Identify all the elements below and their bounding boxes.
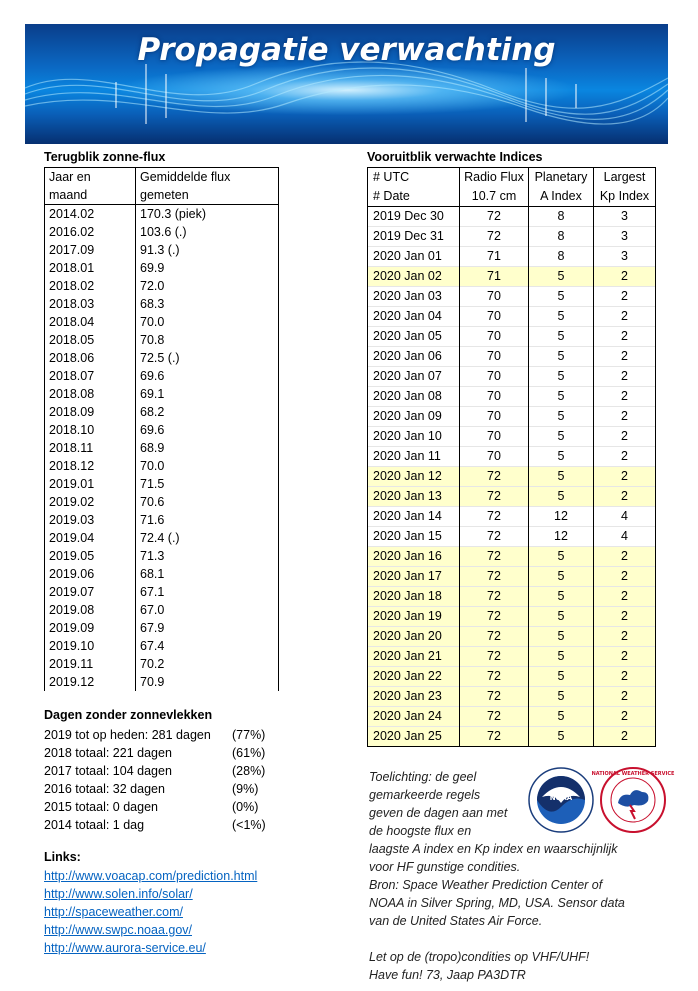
forecast-kp-index-cell: 2 — [594, 487, 656, 507]
flux-year-cell: 2018.04 — [45, 313, 136, 331]
flux-table-row — [45, 565, 279, 583]
spotless-percentage: (0%) — [232, 800, 259, 814]
forecast-table-row — [368, 467, 656, 487]
forecast-a-index-cell: 5 — [529, 287, 594, 307]
flux-value-cell: 70.0 — [136, 457, 279, 475]
external-link[interactable]: http://www.solen.info/solar/ — [44, 887, 193, 901]
flux-year-cell: 2018.08 — [45, 385, 136, 403]
note-line: de hoogste flux en — [369, 824, 472, 838]
external-link[interactable]: http://www.aurora-service.eu/ — [44, 941, 206, 955]
flux-col-year-header: Jaar en maand — [45, 168, 136, 205]
flux-table-row — [45, 331, 279, 349]
flux-year-cell: 2019.08 — [45, 601, 136, 619]
forecast-flux-cell: 72 — [460, 667, 529, 687]
flux-year-cell: 2019.04 — [45, 529, 136, 547]
forecast-flux-cell: 70 — [460, 407, 529, 427]
flux-table-row — [45, 583, 279, 601]
forecast-flux-cell: 70 — [460, 447, 529, 467]
flux-table-row — [45, 655, 279, 673]
forecast-date-cell: 2020 Jan 03 — [368, 287, 460, 307]
spotless-percentage: (28%) — [232, 764, 266, 778]
flux-table-row — [45, 313, 279, 331]
flux-year-cell: 2019.06 — [45, 565, 136, 583]
forecast-table-row — [368, 547, 656, 567]
forecast-flux-cell: 70 — [460, 287, 529, 307]
forecast-flux-cell: 70 — [460, 347, 529, 367]
forecast-table-row — [368, 347, 656, 367]
flux-value-cell: 67.9 — [136, 619, 279, 637]
flux-table-row — [45, 511, 279, 529]
flux-year-cell: 2018.03 — [45, 295, 136, 313]
flux-year-cell: 2019.07 — [45, 583, 136, 601]
forecast-a-index-cell: 5 — [529, 627, 594, 647]
flux-value-cell: 72.5 (.) — [136, 349, 279, 367]
forecast-table-row — [368, 727, 656, 747]
forecast-table-row — [368, 407, 656, 427]
flux-value-cell: 69.6 — [136, 367, 279, 385]
note-line: laagste A index en Kp index en waarschijnlijk — [369, 842, 618, 856]
forecast-kp-index-cell: 2 — [594, 667, 656, 687]
forecast-kp-index-cell: 2 — [594, 447, 656, 467]
spotless-row — [44, 762, 266, 780]
flux-table-row — [45, 529, 279, 547]
flux-value-cell: 68.9 — [136, 439, 279, 457]
flux-year-cell: 2019.03 — [45, 511, 136, 529]
flux-table-row — [45, 403, 279, 421]
forecast-date-cell: 2020 Jan 21 — [368, 647, 460, 667]
flux-year-cell: 2019.05 — [45, 547, 136, 565]
forecast-kp-index-cell: 3 — [594, 247, 656, 267]
forecast-flux-cell: 72 — [460, 527, 529, 547]
forecast-col-flux-header: Radio Flux 10.7 cm — [460, 168, 529, 207]
flux-value-cell: 72.0 — [136, 277, 279, 295]
forecast-table-row — [368, 707, 656, 727]
flux-year-cell: 2018.06 — [45, 349, 136, 367]
forecast-kp-index-cell: 2 — [594, 687, 656, 707]
note-line: van de United States Air Force. — [369, 914, 543, 928]
flux-table-row — [45, 457, 279, 475]
flux-value-cell: 103.6 (.) — [136, 223, 279, 241]
flux-section-title: Terugblik zonne-flux — [44, 150, 166, 164]
spotless-percentage: (<1%) — [232, 818, 266, 832]
flux-table-row — [45, 493, 279, 511]
forecast-table-row — [368, 487, 656, 507]
forecast-flux-cell: 72 — [460, 647, 529, 667]
forecast-date-cell: 2020 Jan 14 — [368, 507, 460, 527]
forecast-date-cell: 2020 Jan 23 — [368, 687, 460, 707]
forecast-flux-cell: 70 — [460, 327, 529, 347]
forecast-flux-cell: 72 — [460, 727, 529, 747]
spotless-label: 2019 tot op heden: 281 dagen — [44, 728, 211, 742]
external-link[interactable]: http://www.voacap.com/prediction.html — [44, 869, 258, 883]
forecast-kp-index-cell: 2 — [594, 367, 656, 387]
flux-table-row — [45, 619, 279, 637]
forecast-a-index-cell: 12 — [529, 507, 594, 527]
flux-value-cell: 170.3 (piek) — [136, 205, 279, 224]
forecast-a-index-cell: 5 — [529, 547, 594, 567]
forecast-kp-index-cell: 2 — [594, 347, 656, 367]
flux-value-cell: 72.4 (.) — [136, 529, 279, 547]
flux-table-row — [45, 259, 279, 277]
forecast-section-title: Vooruitblik verwachte Indices — [367, 150, 543, 164]
forecast-table-row — [368, 247, 656, 267]
flux-value-cell: 71.6 — [136, 511, 279, 529]
flux-year-cell: 2018.10 — [45, 421, 136, 439]
forecast-kp-index-cell: 2 — [594, 267, 656, 287]
forecast-date-cell: 2020 Jan 19 — [368, 607, 460, 627]
forecast-col-kp-header: Largest Kp Index — [594, 168, 656, 207]
note-line: Have fun! 73, Jaap PA3DTR — [369, 968, 526, 982]
links-list — [44, 867, 257, 957]
forecast-flux-cell: 72 — [460, 507, 529, 527]
forecast-a-index-cell: 5 — [529, 427, 594, 447]
forecast-table-row — [368, 667, 656, 687]
note-line: gemarkeerde regels — [369, 788, 481, 802]
forecast-table-row — [368, 647, 656, 667]
forecast-a-index-cell: 5 — [529, 387, 594, 407]
flux-table-row — [45, 367, 279, 385]
forecast-table-row — [368, 227, 656, 247]
forecast-flux-cell: 70 — [460, 427, 529, 447]
noaa-logo-text: NOAA — [549, 794, 573, 802]
flux-table-row — [45, 295, 279, 313]
forecast-date-cell: 2020 Jan 17 — [368, 567, 460, 587]
flux-year-cell: 2016.02 — [45, 223, 136, 241]
flux-year-cell: 2019.01 — [45, 475, 136, 493]
forecast-table-row — [368, 607, 656, 627]
flux-table-row — [45, 421, 279, 439]
flux-table-header — [45, 168, 279, 205]
forecast-kp-index-cell: 3 — [594, 227, 656, 247]
forecast-a-index-cell: 5 — [529, 367, 594, 387]
flux-value-cell: 70.8 — [136, 331, 279, 349]
flux-value-cell: 71.5 — [136, 475, 279, 493]
forecast-date-cell: 2020 Jan 06 — [368, 347, 460, 367]
forecast-kp-index-cell: 2 — [594, 567, 656, 587]
forecast-flux-cell: 72 — [460, 487, 529, 507]
note-line — [369, 930, 669, 948]
forecast-table-row — [368, 287, 656, 307]
flux-year-cell: 2018.12 — [45, 457, 136, 475]
forecast-table-header — [368, 168, 656, 207]
forecast-date-cell: 2020 Jan 07 — [368, 367, 460, 387]
forecast-a-index-cell: 5 — [529, 647, 594, 667]
forecast-flux-cell: 72 — [460, 567, 529, 587]
flux-value-cell: 67.4 — [136, 637, 279, 655]
flux-value-cell: 68.3 — [136, 295, 279, 313]
forecast-date-cell: 2020 Jan 25 — [368, 727, 460, 747]
spotless-row — [44, 798, 259, 816]
flux-year-cell: 2019.10 — [45, 637, 136, 655]
forecast-a-index-cell: 5 — [529, 267, 594, 287]
note-line: Let op de (tropo)condities op VHF/UHF! — [369, 950, 590, 964]
forecast-a-index-cell: 5 — [529, 687, 594, 707]
forecast-date-cell: 2020 Jan 10 — [368, 427, 460, 447]
forecast-date-cell: 2020 Jan 20 — [368, 627, 460, 647]
forecast-a-index-cell: 5 — [529, 727, 594, 747]
flux-value-cell: 70.9 — [136, 673, 279, 691]
forecast-kp-index-cell: 3 — [594, 207, 656, 227]
forecast-a-index-cell: 5 — [529, 567, 594, 587]
forecast-date-cell: 2019 Dec 31 — [368, 227, 460, 247]
forecast-kp-index-cell: 2 — [594, 427, 656, 447]
forecast-col-a-header: Planetary A Index — [529, 168, 594, 207]
forecast-kp-index-cell: 2 — [594, 707, 656, 727]
forecast-table-row — [368, 367, 656, 387]
note-line: Bron: Space Weather Prediction Center of — [369, 878, 603, 892]
forecast-date-cell: 2020 Jan 09 — [368, 407, 460, 427]
note-line: Toelichting: de geel — [369, 770, 477, 784]
forecast-col-date-header: # UTC # Date — [368, 168, 460, 207]
forecast-date-cell: 2020 Jan 15 — [368, 527, 460, 547]
flux-year-cell: 2017.09 — [45, 241, 136, 259]
forecast-date-cell: 2020 Jan 12 — [368, 467, 460, 487]
forecast-a-index-cell: 5 — [529, 707, 594, 727]
spotless-percentage: (77%) — [232, 728, 266, 742]
forecast-date-cell: 2020 Jan 08 — [368, 387, 460, 407]
flux-value-cell: 70.2 — [136, 655, 279, 673]
forecast-table-row — [368, 387, 656, 407]
forecast-a-index-cell: 5 — [529, 327, 594, 347]
flux-year-cell: 2018.05 — [45, 331, 136, 349]
forecast-kp-index-cell: 2 — [594, 547, 656, 567]
flux-value-cell: 67.0 — [136, 601, 279, 619]
forecast-kp-index-cell: 4 — [594, 527, 656, 547]
forecast-flux-cell: 72 — [460, 707, 529, 727]
forecast-a-index-cell: 8 — [529, 247, 594, 267]
flux-year-cell: 2018.09 — [45, 403, 136, 421]
forecast-flux-cell: 70 — [460, 387, 529, 407]
forecast-table — [367, 167, 656, 747]
spotless-row — [44, 744, 266, 762]
forecast-kp-index-cell: 2 — [594, 647, 656, 667]
note-line: voor HF gunstige condities. — [369, 860, 521, 874]
forecast-table-row — [368, 527, 656, 547]
forecast-table-row — [368, 507, 656, 527]
forecast-a-index-cell: 5 — [529, 467, 594, 487]
forecast-date-cell: 2020 Jan 01 — [368, 247, 460, 267]
nws-logo-text: NATIONAL WEATHER SERVICE — [591, 771, 675, 777]
forecast-kp-index-cell: 2 — [594, 327, 656, 347]
flux-table-row — [45, 601, 279, 619]
spotless-label: 2016 totaal: 32 dagen — [44, 782, 165, 796]
forecast-date-cell: 2020 Jan 13 — [368, 487, 460, 507]
forecast-date-cell: 2020 Jan 22 — [368, 667, 460, 687]
spotless-row — [44, 816, 266, 834]
flux-col-value-header: Gemiddelde flux gemeten — [136, 168, 279, 205]
flux-table-row — [45, 439, 279, 457]
forecast-flux-cell: 72 — [460, 587, 529, 607]
flux-year-cell: 2019.11 — [45, 655, 136, 673]
forecast-a-index-cell: 5 — [529, 607, 594, 627]
forecast-date-cell: 2020 Jan 11 — [368, 447, 460, 467]
forecast-date-cell: 2019 Dec 30 — [368, 207, 460, 227]
forecast-kp-index-cell: 2 — [594, 627, 656, 647]
spotless-label: 2015 totaal: 0 dagen — [44, 800, 158, 814]
forecast-table-row — [368, 587, 656, 607]
flux-value-cell: 69.1 — [136, 385, 279, 403]
spotless-percentage: (61%) — [232, 746, 266, 760]
forecast-flux-cell: 72 — [460, 467, 529, 487]
note-line: NOAA in Silver Spring, MD, USA. Sensor data — [369, 896, 625, 910]
forecast-date-cell: 2020 Jan 04 — [368, 307, 460, 327]
forecast-a-index-cell: 5 — [529, 407, 594, 427]
flux-value-cell: 70.6 — [136, 493, 279, 511]
forecast-table-row — [368, 447, 656, 467]
forecast-date-cell: 2020 Jan 16 — [368, 547, 460, 567]
header-banner — [25, 24, 668, 144]
forecast-table-row — [368, 327, 656, 347]
explanation-note — [369, 768, 669, 984]
forecast-table-row — [368, 207, 656, 227]
spotless-row — [44, 780, 259, 798]
flux-table-row — [45, 277, 279, 295]
forecast-table-row — [368, 687, 656, 707]
external-link[interactable]: http://www.swpc.noaa.gov/ — [44, 923, 192, 937]
flux-table-row — [45, 349, 279, 367]
forecast-a-index-cell: 5 — [529, 487, 594, 507]
flux-value-cell: 91.3 (.) — [136, 241, 279, 259]
flux-year-cell: 2018.11 — [45, 439, 136, 457]
flux-year-cell: 2019.12 — [45, 673, 136, 691]
links-section-title: Links: — [44, 850, 81, 864]
spotless-list — [44, 726, 266, 834]
forecast-flux-cell: 71 — [460, 267, 529, 287]
flux-year-cell: 2019.02 — [45, 493, 136, 511]
flux-table — [44, 167, 279, 691]
forecast-a-index-cell: 8 — [529, 227, 594, 247]
forecast-flux-cell: 71 — [460, 247, 529, 267]
flux-table-row — [45, 547, 279, 565]
forecast-date-cell: 2020 Jan 05 — [368, 327, 460, 347]
flux-table-row — [45, 637, 279, 655]
external-link[interactable]: http://spaceweather.com/ — [44, 905, 183, 919]
forecast-date-cell: 2020 Jan 24 — [368, 707, 460, 727]
flux-year-cell: 2018.02 — [45, 277, 136, 295]
flux-year-cell: 2019.09 — [45, 619, 136, 637]
forecast-a-index-cell: 5 — [529, 307, 594, 327]
forecast-flux-cell: 72 — [460, 227, 529, 247]
forecast-kp-index-cell: 4 — [594, 507, 656, 527]
flux-table-row — [45, 385, 279, 403]
forecast-kp-index-cell: 2 — [594, 587, 656, 607]
flux-value-cell: 68.1 — [136, 565, 279, 583]
spotless-row — [44, 726, 266, 744]
forecast-a-index-cell: 12 — [529, 527, 594, 547]
note-line: geven de dagen aan met — [369, 806, 508, 820]
flux-table-row — [45, 673, 279, 691]
flux-table-row — [45, 475, 279, 493]
forecast-flux-cell: 72 — [460, 607, 529, 627]
spotless-percentage: (9%) — [232, 782, 259, 796]
forecast-kp-index-cell: 2 — [594, 407, 656, 427]
forecast-kp-index-cell: 2 — [594, 307, 656, 327]
forecast-a-index-cell: 5 — [529, 447, 594, 467]
page-title: Propagatie verwachting — [137, 32, 556, 68]
forecast-date-cell: 2020 Jan 02 — [368, 267, 460, 287]
forecast-kp-index-cell: 2 — [594, 727, 656, 747]
flux-value-cell: 67.1 — [136, 583, 279, 601]
forecast-a-index-cell: 5 — [529, 587, 594, 607]
forecast-kp-index-cell: 2 — [594, 387, 656, 407]
flux-value-cell: 69.6 — [136, 421, 279, 439]
flux-value-cell: 71.3 — [136, 547, 279, 565]
flux-table-row — [45, 241, 279, 259]
forecast-kp-index-cell: 2 — [594, 607, 656, 627]
forecast-flux-cell: 72 — [460, 207, 529, 227]
forecast-table-row — [368, 307, 656, 327]
forecast-a-index-cell: 8 — [529, 207, 594, 227]
flux-year-cell: 2018.01 — [45, 259, 136, 277]
flux-table-row — [45, 205, 279, 224]
flux-value-cell: 68.2 — [136, 403, 279, 421]
flux-value-cell: 70.0 — [136, 313, 279, 331]
forecast-table-row — [368, 567, 656, 587]
forecast-flux-cell: 72 — [460, 687, 529, 707]
flux-table-row — [45, 223, 279, 241]
forecast-table-row — [368, 427, 656, 447]
spotless-label: 2018 totaal: 221 dagen — [44, 746, 172, 760]
flux-year-cell: 2018.07 — [45, 367, 136, 385]
forecast-flux-cell: 70 — [460, 367, 529, 387]
spotless-label: 2017 totaal: 104 dagen — [44, 764, 172, 778]
flux-value-cell: 69.9 — [136, 259, 279, 277]
spotless-label: 2014 totaal: 1 dag — [44, 818, 145, 832]
forecast-kp-index-cell: 2 — [594, 287, 656, 307]
forecast-table-row — [368, 267, 656, 287]
forecast-table-row — [368, 627, 656, 647]
forecast-flux-cell: 72 — [460, 627, 529, 647]
forecast-a-index-cell: 5 — [529, 347, 594, 367]
forecast-kp-index-cell: 2 — [594, 467, 656, 487]
forecast-flux-cell: 72 — [460, 547, 529, 567]
spotless-section-title: Dagen zonder zonnevlekken — [44, 708, 213, 722]
forecast-flux-cell: 70 — [460, 307, 529, 327]
flux-year-cell: 2014.02 — [45, 205, 136, 224]
forecast-date-cell: 2020 Jan 18 — [368, 587, 460, 607]
forecast-a-index-cell: 5 — [529, 667, 594, 687]
